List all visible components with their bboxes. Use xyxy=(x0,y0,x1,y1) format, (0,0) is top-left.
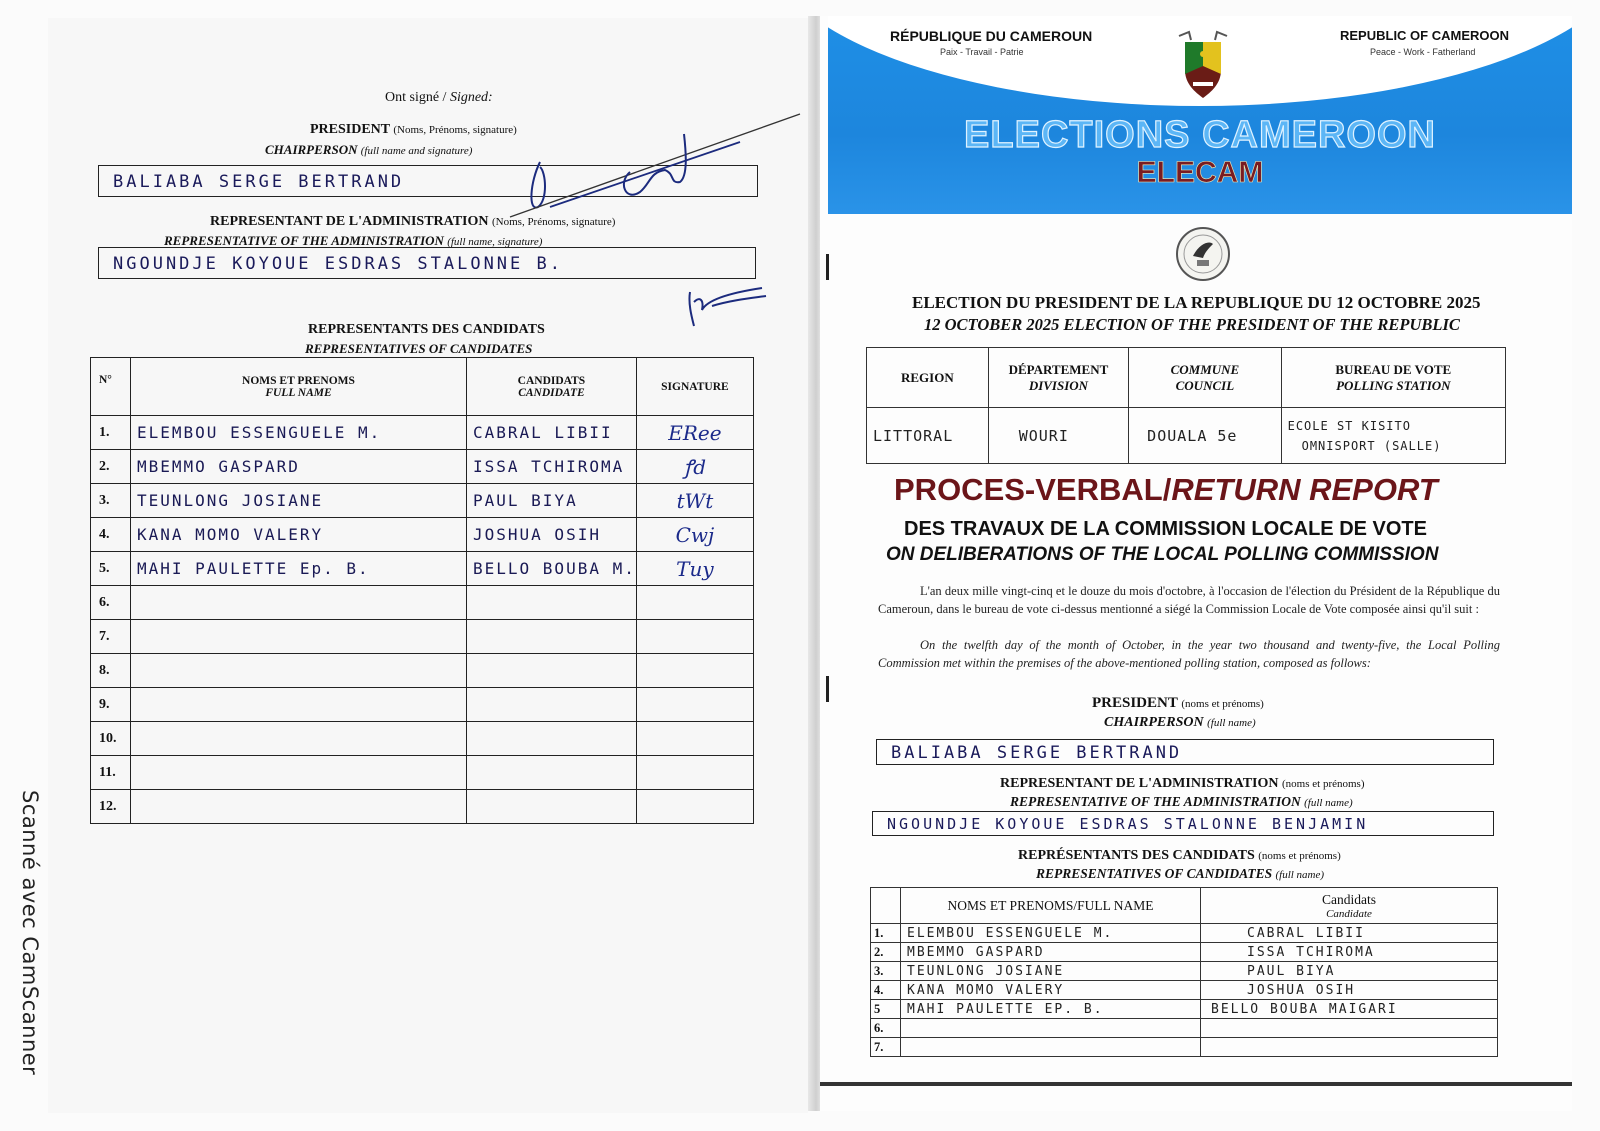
candidates-heading: REPRÉSENTANTS DES CANDIDATS (noms et prénoms) xyxy=(1018,848,1341,863)
col-signature: SIGNATURE xyxy=(636,358,753,416)
president-signature xyxy=(500,112,810,222)
chairperson-heading: CHAIRPERSON (full name) xyxy=(1104,715,1256,730)
president-name-field[interactable]: BALIABA SERGE BERTRAND xyxy=(876,739,1494,765)
rep-name[interactable]: MBEMMO GASPARD xyxy=(131,450,467,484)
col-candidate: Candidats Candidate xyxy=(1201,888,1498,924)
rep-signature[interactable]: Cwj xyxy=(636,518,753,552)
org-title: ELECTIONS CAMEROON xyxy=(964,114,1436,156)
rep-signature[interactable] xyxy=(636,586,753,620)
col-number: N° xyxy=(91,358,131,416)
president-heading: PRESIDENT (noms et prénoms) xyxy=(1092,695,1264,711)
motto-en: Peace - Work - Fatherland xyxy=(1370,47,1476,57)
rep-candidate[interactable]: ISSA TCHIROMA xyxy=(467,450,637,484)
table-row: 1. ELEMBOU ESSENGUELE M. CABRAL LIBII xyxy=(871,924,1498,943)
report-subtitle-en: ON DELIBERATIONS OF THE LOCAL POLLING COMMISSION xyxy=(886,544,1439,565)
administration-heading-en: REPRESENTATIVE OF THE ADMINISTRATION (full name) xyxy=(1010,794,1353,809)
col-candidate: CANDIDATS CANDIDATE xyxy=(467,358,637,416)
intro-paragraph-en: On the twelfth day of the month of October, in the year two thousand and twenty-five, the Local Polling Commission met within the premises of the above-mentioned polling station, composed as follows: xyxy=(878,638,1500,670)
rep-name[interactable] xyxy=(131,620,467,654)
org-acronym: ELECAM xyxy=(1136,156,1264,189)
col-polling-station: BUREAU DE VOTE POLLING STATION xyxy=(1281,348,1505,408)
table-row: 4. KANA MOMO VALERY JOSHUA OSIH xyxy=(871,981,1498,1000)
col-division: DÉPARTEMENT DIVISION xyxy=(988,348,1128,408)
col-full-name: NOMS ET PRENOMS/FULL NAME xyxy=(901,888,1201,924)
report-subtitle-fr: DES TRAVAUX DE LA COMMISSION LOCALE DE VOTE xyxy=(904,518,1427,540)
rep-candidate[interactable]: JOSHUA OSIH xyxy=(1201,981,1498,1000)
rep-signature[interactable] xyxy=(636,756,753,790)
rep-signature[interactable]: ꝭd xyxy=(636,450,753,484)
election-title-fr: ELECTION DU PRESIDENT DE LA REPUBLIQUE DU 12 OCTOBRE 2025 xyxy=(912,293,1481,312)
rep-signature[interactable] xyxy=(636,790,753,824)
administration-signature xyxy=(682,282,772,332)
election-title-en: 12 OCTOBER 2025 ELECTION OF THE PRESIDENT OF THE REPUBLIC xyxy=(924,315,1460,334)
report-title: PROCES-VERBAL/RETURN REPORT xyxy=(894,472,1438,507)
table-row: 4. KANA MOMO VALERY JOSHUA OSIH Cwj xyxy=(91,518,754,552)
table-row: 5. MAHI PAULETTE Ep. B. BELLO BOUBA M. Tuy xyxy=(91,552,754,586)
margin-mark xyxy=(826,676,829,702)
rep-name[interactable] xyxy=(901,1019,1201,1038)
rep-name[interactable]: MAHI PAULETTE EP. B. xyxy=(901,1000,1201,1019)
scan-watermark: Scanné avec CamScanner xyxy=(18,790,42,1076)
table-row xyxy=(867,408,1506,464)
table-row: 8. xyxy=(91,654,754,688)
table-header-row xyxy=(91,358,754,416)
rep-candidate[interactable] xyxy=(467,688,637,722)
administration-heading: REPRESENTANT DE L'ADMINISTRATION (Noms, Prénoms, signature) xyxy=(210,214,616,229)
signed-heading: Ont signé / Signed: xyxy=(385,90,493,105)
table-row: 10. xyxy=(91,722,754,756)
rep-name[interactable] xyxy=(901,1038,1201,1057)
administration-name-field[interactable]: NGOUNDJE KOYOUE ESDRAS STALONNE BENJAMIN xyxy=(872,811,1494,836)
rep-name[interactable]: KANA MOMO VALERY xyxy=(901,981,1201,1000)
rep-name[interactable]: TEUNLONG JOSIANE xyxy=(131,484,467,518)
rep-name[interactable]: ELEMBOU ESSENGUELE M. xyxy=(901,924,1201,943)
table-row: 6. xyxy=(871,1019,1498,1038)
rep-candidate[interactable] xyxy=(1201,1019,1498,1038)
table-row: 3. TEUNLONG JOSIANE PAUL BIYA tWt xyxy=(91,484,754,518)
elecam-banner xyxy=(828,16,1572,214)
rep-candidate[interactable]: BELLO BOUBA MAIGARI xyxy=(1201,1000,1498,1019)
division-field[interactable]: WOURI xyxy=(988,408,1128,464)
intro-paragraph-fr: L'an deux mille vingt-cinq et le douze du mois d'octobre, à l'occasion de l'élection du Président de la République du Cameroun, dans le bureau de vote ci-dessus mentionné a siégé la Commission Locale de Vote composée ainsi qu'il suit : xyxy=(878,584,1500,616)
rep-name[interactable] xyxy=(131,654,467,688)
table-row: 7. xyxy=(91,620,754,654)
region-field[interactable]: LITTORAL xyxy=(867,408,989,464)
administration-heading: REPRESENTANT DE L'ADMINISTRATION (noms et prénoms) xyxy=(1000,776,1365,791)
administration-heading-en: REPRESENTATIVE OF THE ADMINISTRATION (full name, signature) xyxy=(164,233,543,248)
rep-candidate[interactable] xyxy=(1201,1038,1498,1057)
rep-candidate[interactable]: ISSA TCHIROMA xyxy=(1201,943,1498,962)
rep-name[interactable] xyxy=(131,790,467,824)
polling-station-field[interactable]: ECOLE ST KISITO OMNISPORT (SALLE) xyxy=(1281,408,1505,464)
motto-fr: Paix - Travail - Patrie xyxy=(940,47,1024,57)
rep-candidate[interactable]: JOSHUA OSIH xyxy=(467,518,637,552)
table-row: 3. TEUNLONG JOSIANE PAUL BIYA xyxy=(871,962,1498,981)
table-row: 5 MAHI PAULETTE EP. B. BELLO BOUBA MAIGARI xyxy=(871,1000,1498,1019)
candidates-heading-en: REPRESENTATIVES OF CANDIDATES xyxy=(305,341,533,356)
rep-candidate[interactable] xyxy=(467,722,637,756)
rep-candidate[interactable]: PAUL BIYA xyxy=(467,484,637,518)
rep-name[interactable] xyxy=(131,586,467,620)
table-row: 2. MBEMMO GASPARD ISSA TCHIROMA ꝭd xyxy=(91,450,754,484)
elecam-seal-icon xyxy=(1175,226,1231,282)
president-name-field[interactable]: BALIABA SERGE BERTRAND xyxy=(98,165,758,197)
rep-signature[interactable]: Tuy xyxy=(636,552,753,586)
rep-signature[interactable]: ERee xyxy=(636,416,753,450)
rep-name[interactable]: MAHI PAULETTE Ep. B. xyxy=(131,552,467,586)
rep-candidate[interactable] xyxy=(467,654,637,688)
rep-signature[interactable]: tWt xyxy=(636,484,753,518)
rep-signature[interactable] xyxy=(636,722,753,756)
candidates-heading-en: REPRESENTATIVES OF CANDIDATES (full name) xyxy=(1036,866,1325,881)
rep-candidate[interactable] xyxy=(467,586,637,620)
table-row: 2. MBEMMO GASPARD ISSA TCHIROMA xyxy=(871,943,1498,962)
republic-fr: RÉPUBLIQUE DU CAMEROUN xyxy=(890,28,1093,44)
rep-name[interactable]: ELEMBOU ESSENGUELE M. xyxy=(131,416,467,450)
col-number xyxy=(871,888,901,924)
candidates-signature-table xyxy=(90,357,754,824)
col-full-name: NOMS ET PRENOMS FULL NAME xyxy=(131,358,467,416)
table-row: 11. xyxy=(91,756,754,790)
rep-candidate[interactable] xyxy=(467,620,637,654)
council-field[interactable]: DOUALA 5e xyxy=(1129,408,1281,464)
table-row: 7. xyxy=(871,1038,1498,1057)
right-page xyxy=(820,16,1572,1111)
rep-signature[interactable] xyxy=(636,688,753,722)
rep-signature[interactable] xyxy=(636,620,753,654)
coat-of-arms-icon xyxy=(1173,30,1233,102)
table-header-row xyxy=(871,888,1498,924)
rep-candidate[interactable] xyxy=(467,790,637,824)
col-region: REGION xyxy=(867,348,989,408)
rep-candidate[interactable]: BELLO BOUBA M. xyxy=(467,552,637,586)
table-row: 1. ELEMBOU ESSENGUELE M. CABRAL LIBII ERee xyxy=(91,416,754,450)
location-table xyxy=(866,347,1506,464)
president-heading: PRESIDENT (Noms, Prénoms, signature) xyxy=(310,122,517,137)
rep-name[interactable]: TEUNLONG JOSIANE xyxy=(901,962,1201,981)
rep-name[interactable] xyxy=(131,722,467,756)
rep-name[interactable]: KANA MOMO VALERY xyxy=(131,518,467,552)
candidates-table xyxy=(870,887,1498,1057)
page-bottom-edge xyxy=(820,1082,1572,1086)
rep-name[interactable] xyxy=(131,756,467,790)
rep-candidate[interactable]: PAUL BIYA xyxy=(1201,962,1498,981)
table-row: 12. xyxy=(91,790,754,824)
rep-signature[interactable] xyxy=(636,654,753,688)
rep-name[interactable]: MBEMMO GASPARD xyxy=(901,943,1201,962)
margin-mark xyxy=(826,254,829,280)
rep-candidate[interactable]: CABRAL LIBII xyxy=(467,416,637,450)
rep-name[interactable] xyxy=(131,688,467,722)
republic-en: REPUBLIC OF CAMEROON xyxy=(1340,28,1509,43)
table-row: 9. xyxy=(91,688,754,722)
rep-candidate[interactable]: CABRAL LIBII xyxy=(1201,924,1498,943)
administration-name-field[interactable]: NGOUNDJE KOYOUE ESDRAS STALONNE B. xyxy=(98,247,756,279)
rep-candidate[interactable] xyxy=(467,756,637,790)
col-council: COMMUNE COUNCIL xyxy=(1129,348,1281,408)
candidates-heading: REPRESENTANTS DES CANDIDATS xyxy=(308,322,545,337)
table-row: 6. xyxy=(91,586,754,620)
chairperson-heading: CHAIRPERSON (full name and signature) xyxy=(265,142,473,157)
table-header-row xyxy=(867,348,1506,408)
